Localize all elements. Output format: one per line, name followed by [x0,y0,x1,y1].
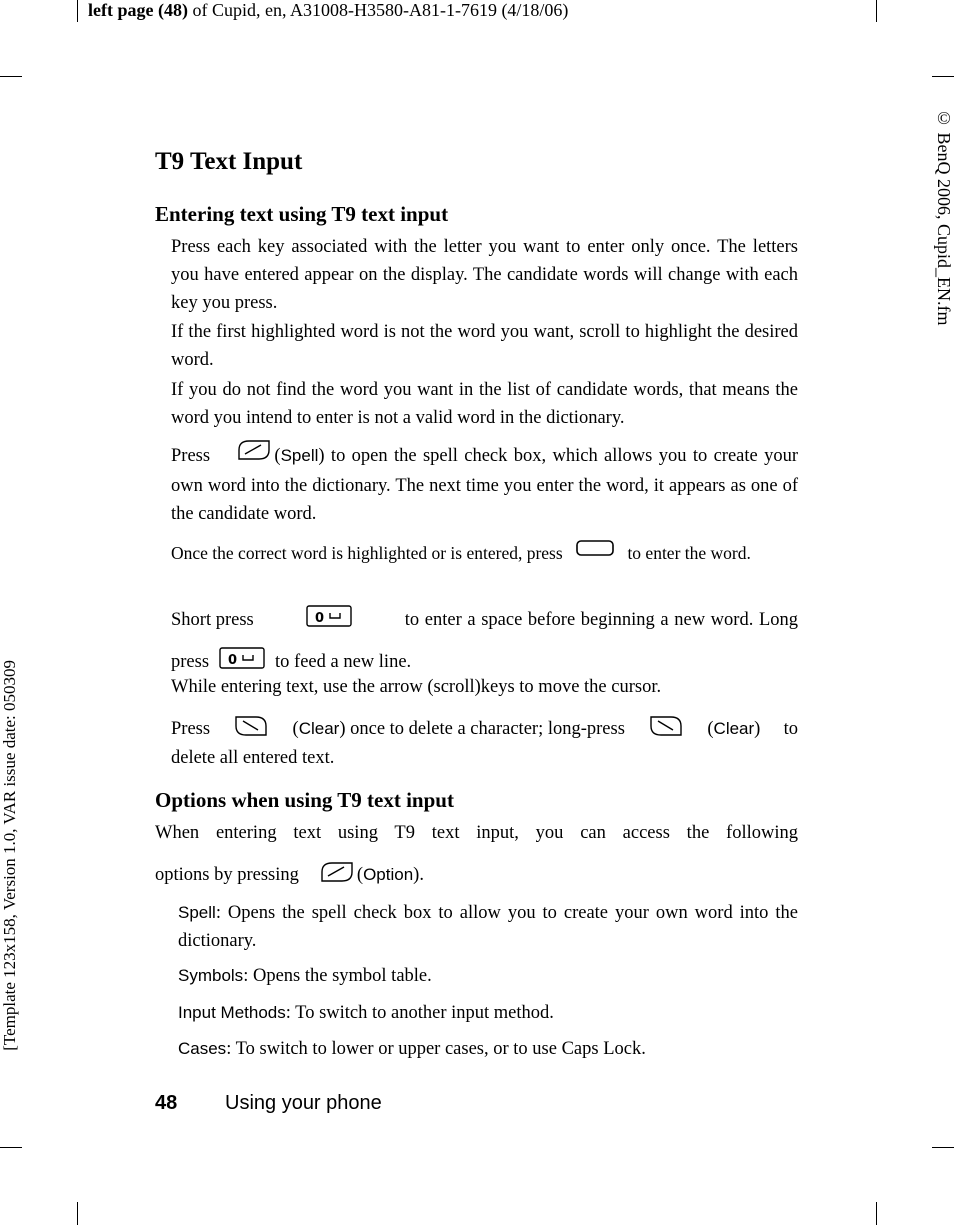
clear-softkey-label: Clear [298,718,340,738]
running-footer-title: Using your phone [225,1092,382,1114]
option-term: Cases [178,1039,227,1058]
crop-mark [932,76,954,77]
zero-space-key-icon [306,605,352,635]
print-header [88,0,568,21]
text: Press [171,718,211,739]
page-title: T9 Text Input [155,148,303,175]
paragraph-space [171,606,798,676]
text: to feed a new line. [275,651,412,672]
right-softkey-icon [233,715,269,743]
spell-softkey-label: Spell [280,445,319,465]
left-softkey-icon [319,861,355,889]
option-item [178,899,798,955]
right-softkey-icon [648,715,684,743]
section-heading-entering: Entering text using T9 text input [155,202,449,226]
text: ) to open the spell check box, which allows you to create your own word into the dictionary. The next time you enter the word, it appears as one of the candidate word. [171,445,798,524]
option-desc: : Opens the symbol table. [243,966,432,986]
paragraph-spell: Press (Spell) to open the spell check box, which allows you to create your own word into the dictionary. The next time you enter the word, it appears as one of the candidate word. [171,441,798,528]
page-number: 48 [155,1092,178,1114]
copyright-margin-text: © BenQ 2006, Cupid_EN.fm [934,108,954,326]
paragraph: Press each key associated with the letter you want to enter only once. The letters you have entered appear on the display. The candidate words will change with each key you press. [171,237,798,313]
text: Once the correct word is highlighted or is entered, press [171,543,563,563]
crop-mark [0,1147,22,1148]
text: Short press [171,609,254,630]
svg-text:0: 0 [228,653,238,668]
text: ). [413,864,424,885]
option-item [178,962,798,990]
text: to enter the word. [627,543,751,563]
header-doc-info: of Cupid, en, A31008-H3580-A81-1-7619 (4/18/06) [187,0,569,20]
option-term: Spell [178,903,216,922]
crop-mark [0,76,22,77]
crop-mark [876,0,877,22]
header-page-label: left page (48) [88,0,188,20]
option-item [178,1035,798,1063]
text: press [171,651,210,672]
paragraph-clear: Press (Clear) once to delete a character; long-press (Clear) to delete all entered text. [171,714,798,772]
center-key-icon [575,539,615,567]
crop-mark [77,0,78,22]
crop-mark [77,1202,78,1225]
svg-text:0: 0 [315,611,325,626]
template-margin-text: [Template 123x158, Version 1.0, VAR issue date: 050309 [0,660,19,1051]
paragraph-confirm [171,539,798,569]
option-term: Symbols [178,966,244,985]
left-softkey-icon [236,439,272,470]
text: Press [171,445,211,466]
text: to enter a space before beginning a new word. Long [404,609,798,630]
paragraph: If the first highlighted word is not the word you want, scroll to highlight the desired word. [171,322,798,370]
crop-mark [876,1202,877,1225]
option-desc: : To switch to another input method. [285,1003,554,1023]
section-heading-options: Options when using T9 text input [155,788,454,812]
clear-softkey-label: Clear [713,718,755,738]
text: ) once to delete a character; long-press [339,718,625,739]
option-desc: : Opens the spell check box to allow you to create your own word into the dictionary. [178,903,798,951]
option-desc: : To switch to lower or upper cases, or to use Caps Lock. [226,1039,646,1059]
paragraph: If you do not find the word you want in the list of candidate words, that means the word you intend to enter is not a valid word in the dictionary. [171,380,798,428]
crop-mark [932,1147,954,1148]
option-term: Input Methods [178,1003,286,1022]
option-item [178,999,798,1027]
paragraph-cursor: While entering text, use the arrow (scroll)keys to move the cursor. [171,677,662,697]
text: options by pressing [155,864,299,885]
paragraph-options-intro: When entering text using T9 text input, you can access the following [155,823,798,843]
paragraph-options-intro-line2: options by pressing (Option). [155,860,424,890]
option-softkey-label: Option [363,864,414,884]
